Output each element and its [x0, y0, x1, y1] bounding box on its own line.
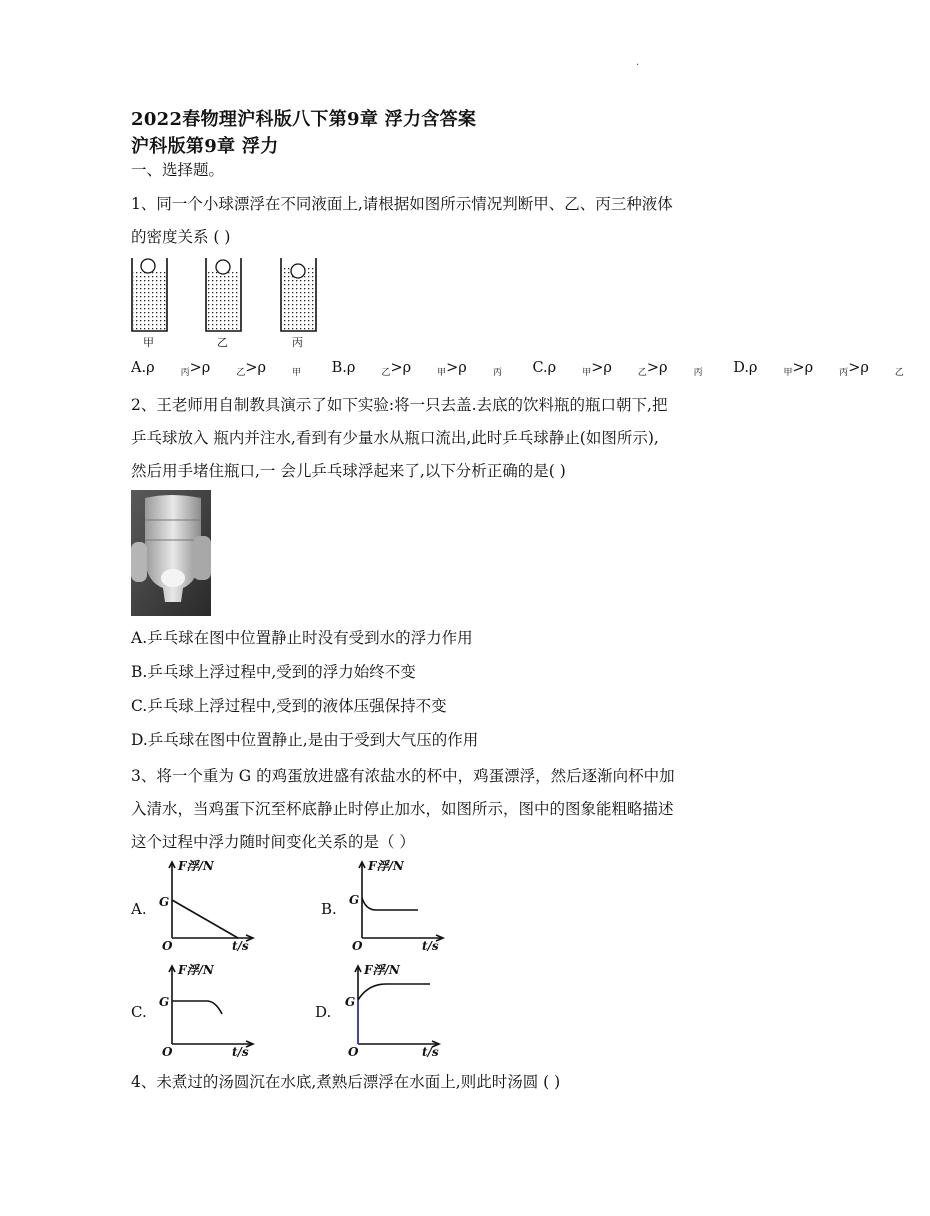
q3-text-line1: 3、将一个重为 G 的鸡蛋放进盛有浓盐水的杯中，鸡蛋漂浮，然后逐渐向杯中加 [131, 767, 675, 785]
q1-text-line1: 1、同一个小球漂浮在不同液面上,请根据如图所示情况判断甲、乙、丙三种液体 [131, 195, 673, 213]
q1-option-c[interactable]: C.ρ $_甲$>ρ $_乙$>ρ $_丙$ [532, 360, 703, 378]
beaker-label-yi: 乙 [217, 336, 228, 349]
chapter-title: 沪科版第9章 浮力 [131, 136, 279, 157]
q3-graph-c[interactable] [156, 960, 266, 1059]
graph-a-x-label: t/s [232, 939, 249, 953]
graph-d-g-label: G [345, 995, 356, 1009]
graph-a-curve [172, 900, 238, 938]
q2-option-a[interactable]: A.乒乓球在图中位置静止时没有受到水的浮力作用 [131, 629, 473, 647]
graph-c-origin: O [162, 1045, 173, 1059]
beaker-label-jia: 甲 [143, 336, 154, 349]
ball-jia [141, 259, 155, 273]
q3-option-a-label[interactable]: A. [131, 900, 147, 918]
graph-a-y-label: F浮/N [178, 859, 214, 873]
q3-graph-b[interactable] [346, 856, 456, 953]
graph-a-g-label: G [159, 895, 170, 909]
q3-option-d-label[interactable]: D. [315, 1003, 332, 1021]
q2-text-line2: 乒乓球放入 瓶内并注水,看到有少量水从瓶口流出,此时乒乓球静止(如图所示), [131, 429, 659, 447]
q1-option-d[interactable]: D.ρ $_甲$>ρ $_丙$>ρ $_乙$ [733, 360, 904, 378]
graph-c-y-label: F浮/N [178, 963, 214, 977]
graph-b-origin: O [352, 939, 363, 953]
corner-dot: · [636, 60, 640, 71]
hand [131, 542, 147, 582]
q3-graph-a[interactable] [156, 856, 266, 953]
q2-bottle-photo [131, 490, 211, 616]
graph-c-curve [172, 1001, 222, 1014]
q2-text-line3: 然后用手堵住瓶口,一 会儿乒乓球浮起来了,以下分析正确的是( ) [131, 462, 566, 480]
graph-b-curve [362, 898, 418, 910]
q3-text-line2: 入清水，当鸡蛋下沉至杯底静止时停止加水，如图所示，图中的图象能粗略描述 [131, 800, 674, 818]
beaker-bing [281, 258, 316, 331]
q3-option-c-label[interactable]: C. [131, 1003, 147, 1021]
graph-b-y-label: F浮/N [368, 859, 404, 873]
q3-text-line3: 这个过程中浮力随时间变化关系的是（ ） [131, 833, 415, 851]
q1-options [131, 360, 930, 378]
q1-option-a[interactable]: A.ρ $_丙$>ρ $_乙$>ρ $_甲$ [131, 360, 302, 378]
beaker-jia [132, 258, 167, 331]
graph-d-curve [358, 984, 430, 1000]
ball-yi [216, 260, 230, 274]
graph-c-x-label: t/s [232, 1045, 249, 1059]
q2-option-c[interactable]: C.乒乓球上浮过程中,受到的液体压强保持不变 [131, 697, 447, 715]
graph-d-x-label: t/s [422, 1045, 439, 1059]
q2-option-b[interactable]: B.乒乓球上浮过程中,受到的浮力始终不变 [131, 663, 416, 681]
beaker-label-bing: 丙 [292, 336, 303, 349]
q2-text-line1: 2、王老师用自制教具演示了如下实验:将一只去盖.去底的饮料瓶的瓶口朝下,把 [131, 396, 668, 414]
q3-option-b-label[interactable]: B. [321, 900, 337, 918]
graph-d-y-label: F浮/N [364, 963, 400, 977]
graph-d-origin: O [348, 1045, 359, 1059]
document-title: 2022春物理沪科版八下第9章 浮力含答案 [131, 109, 477, 130]
q3-graph-d[interactable] [342, 960, 452, 1059]
q1-option-b[interactable]: B.ρ $_乙$>ρ $_甲$>ρ $_丙$ [331, 360, 502, 378]
ball-bing [291, 264, 305, 278]
graph-c-g-label: G [159, 995, 170, 1009]
graph-b-g-label: G [349, 893, 360, 907]
q1-text-line2: 的密度关系 ( ) [131, 228, 231, 246]
graph-b-x-label: t/s [422, 939, 439, 953]
ping-pong-ball [161, 569, 185, 587]
q4-text-line1: 4、未煮过的汤圆沉在水底,煮熟后漂浮在水面上,则此时汤圆 ( ) [131, 1073, 561, 1091]
graph-a-origin: O [162, 939, 173, 953]
q2-option-d[interactable]: D.乒乓球在图中位置静止,是由于受到大气压的作用 [131, 731, 479, 749]
section-heading: 一、选择题。 [131, 161, 225, 179]
beaker-yi [206, 258, 241, 331]
